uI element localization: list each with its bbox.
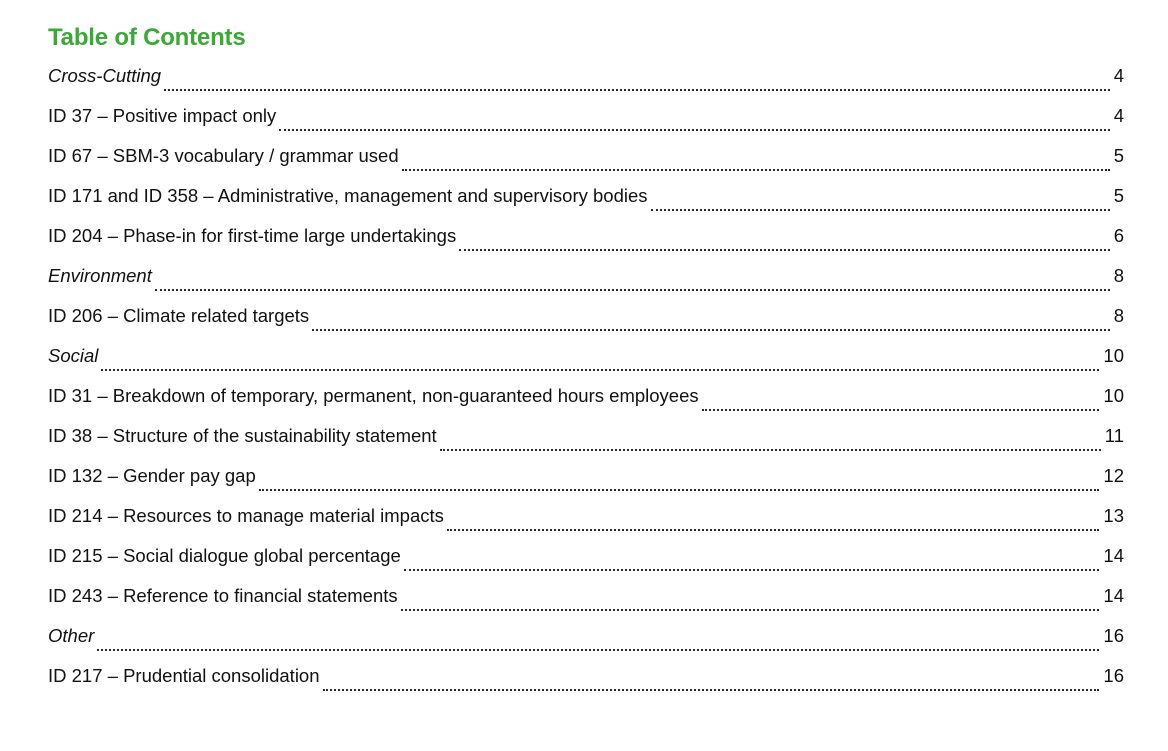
dot-leader (404, 567, 1100, 571)
toc-entry-environment[interactable] (48, 264, 1124, 304)
dot-leader (459, 247, 1109, 251)
toc-entry-page[interactable]: 8 (1113, 265, 1124, 286)
toc-entry-cross-cutting[interactable] (48, 64, 1124, 104)
toc-entry-id-67[interactable] (48, 144, 1124, 184)
toc-entry-label[interactable]: ID 67 – SBM-3 vocabulary / grammar used (48, 145, 399, 166)
toc-entry-id-215[interactable] (48, 544, 1124, 584)
toc-entry-id-31[interactable] (48, 384, 1124, 424)
dot-leader (402, 167, 1110, 171)
toc-entry-label[interactable]: Social (48, 345, 99, 366)
toc-entry-label[interactable]: ID 215 – Social dialogue global percentage (48, 545, 401, 566)
toc-entry-page[interactable]: 4 (1113, 65, 1124, 86)
toc-entry-page[interactable]: 4 (1113, 105, 1124, 126)
toc-entry-page[interactable]: 12 (1103, 465, 1124, 486)
dot-leader (101, 367, 1099, 371)
dot-leader (651, 207, 1110, 211)
toc-entry-page[interactable]: 10 (1103, 345, 1124, 366)
toc-entry-label[interactable]: ID 204 – Phase-in for first-time large undertakings (48, 225, 457, 246)
toc-entry-page[interactable]: 6 (1113, 225, 1124, 246)
toc-entry-label[interactable]: ID 243 – Reference to financial statements (48, 585, 398, 606)
toc-entry-label[interactable]: ID 171 and ID 358 – Administrative, management and supervisory bodies (48, 185, 648, 206)
toc-entry-label[interactable]: ID 37 – Positive impact only (48, 105, 277, 126)
dot-leader (97, 647, 1099, 651)
toc-entry-page[interactable]: 16 (1103, 665, 1124, 686)
toc-entry-label[interactable]: Other (48, 625, 95, 646)
toc-entry-label[interactable]: ID 206 – Climate related targets (48, 305, 310, 326)
toc-entry-page[interactable]: 14 (1103, 585, 1124, 606)
dot-leader (164, 87, 1110, 91)
toc-entry-page[interactable]: 16 (1103, 625, 1124, 646)
toc-entry-label[interactable]: ID 217 – Prudential consolidation (48, 665, 320, 686)
toc-entry-id-132[interactable] (48, 464, 1124, 504)
toc-entry-id-171-358[interactable] (48, 184, 1124, 224)
toc-entry-id-204[interactable] (48, 224, 1124, 264)
toc-list (48, 64, 1124, 704)
dot-leader (259, 487, 1100, 491)
toc-entry-label[interactable]: Cross-Cutting (48, 65, 162, 86)
toc-entry-label[interactable]: ID 31 – Breakdown of temporary, permanent, non-guaranteed hours employees (48, 385, 699, 406)
toc-entry-social[interactable] (48, 344, 1124, 384)
toc-entry-other[interactable] (48, 624, 1124, 664)
toc-entry-id-206[interactable] (48, 304, 1124, 344)
toc-entry-id-37[interactable] (48, 104, 1124, 144)
toc-entry-id-214[interactable] (48, 504, 1124, 544)
toc-entry-id-243[interactable] (48, 584, 1124, 624)
toc-entry-id-38[interactable] (48, 424, 1124, 464)
toc-entry-page[interactable]: 11 (1104, 425, 1124, 446)
dot-leader (440, 447, 1101, 451)
dot-leader (323, 687, 1100, 691)
table-of-contents (48, 22, 1124, 704)
toc-entry-id-217[interactable] (48, 664, 1124, 704)
toc-entry-page[interactable]: 5 (1113, 185, 1124, 206)
dot-leader (401, 607, 1100, 611)
dot-leader (702, 407, 1100, 411)
toc-entry-label[interactable]: ID 38 – Structure of the sustainability statement (48, 425, 437, 446)
toc-entry-label[interactable]: Environment (48, 265, 152, 286)
toc-title: Table of Contents (48, 24, 246, 51)
dot-leader (155, 287, 1110, 291)
dot-leader (279, 127, 1109, 131)
dot-leader (312, 327, 1110, 331)
dot-leader (447, 527, 1100, 531)
toc-entry-page[interactable]: 8 (1113, 305, 1124, 326)
toc-entry-page[interactable]: 5 (1113, 145, 1124, 166)
toc-entry-page[interactable]: 13 (1103, 505, 1124, 526)
toc-entry-label[interactable]: ID 214 – Resources to manage material impacts (48, 505, 444, 526)
toc-entry-label[interactable]: ID 132 – Gender pay gap (48, 465, 256, 486)
toc-entry-page[interactable]: 10 (1103, 385, 1124, 406)
toc-entry-page[interactable]: 14 (1103, 545, 1124, 566)
